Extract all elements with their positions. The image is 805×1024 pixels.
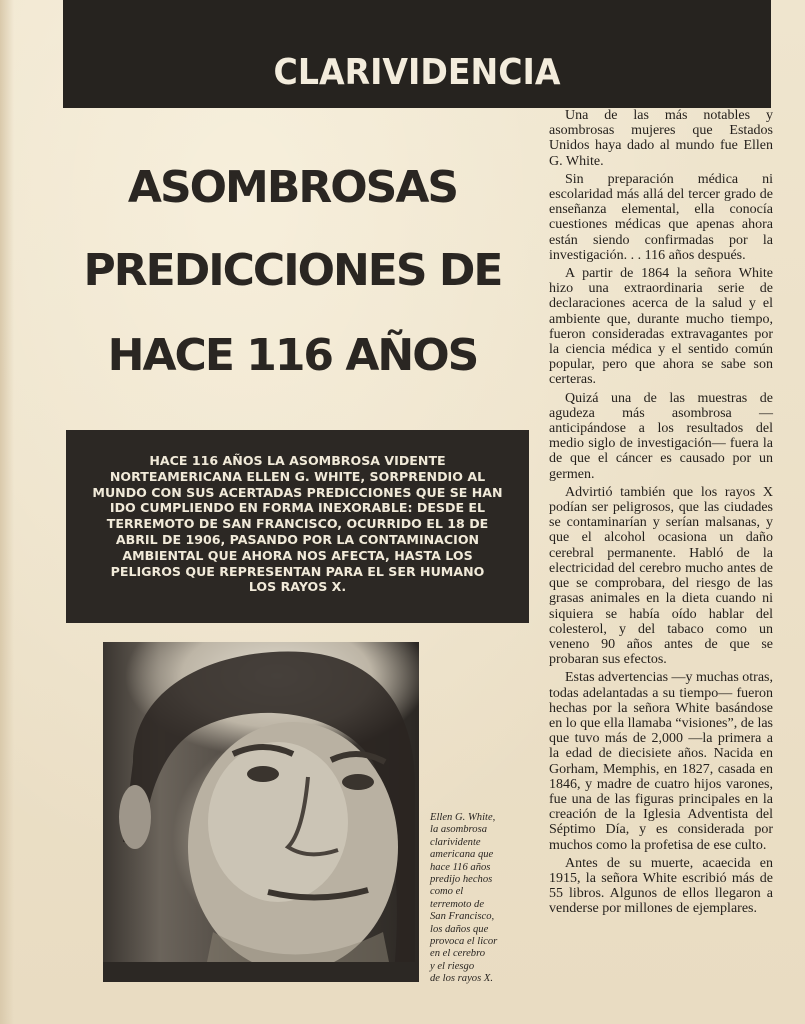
article-paragraph: Advirtió también que los rayos X podían ser peligrosos, que las ciudades se contaminarían y serían malsanas, y que el alcohol ocasiona un daño cerebral permanente. Habló de la electricidad del cerebro mucho antes de que se comprobara, del riesgo de las grasas animales en la dieta cuando ni siquiera se había oído hablar del colesterol, y del tabaco como un veneno 90 años antes de que se probaran sus efectos. — [549, 484, 773, 668]
article-paragraph: Estas advertencias —y muchas otras, todas adelantadas a su tiempo— fueron hechas por la señora White basándose en lo que ella llamaba “visiones”, de las que tuvo más de 2,000 —la primera a la edad de diecisiete años. Nacida en Gorham, Memphis, en 1827, casada en 1846, y madre de cuatro hijos varones, fue una de las figuras principales en la creación de la Iglesia Adventista del Séptimo Día, y es considerada por muchos como la profetisa de ese culto. — [549, 670, 773, 853]
headline-line-1: ASOMBROSAS — [127, 162, 458, 213]
section-header-band — [63, 0, 771, 108]
headline-line-2: PREDICCIONES DE — [83, 245, 502, 296]
article-paragraph: Una de las más notables y asombrosas mujeres que Estados Unidos haya dado al mundo fue Ellen G. White. — [549, 108, 773, 169]
section-title: CLARIVIDENCIA — [273, 52, 561, 93]
article-paragraph: Quizá una de las muestras de agudeza más asombrosa —anticipándose a los resultados del medio siglo de investigación— fuera la de que el cáncer es causado por un germen. — [549, 390, 773, 482]
article-paragraph: Sin preparación médica ni escolaridad más allá del tercer grado de enseñanza elemental, ella conocía cuestiones médicas que apenas ahora están siendo confirmadas por la investigación. . . 116 años después. — [549, 171, 773, 263]
article-body — [549, 108, 773, 920]
article-paragraph: A partir de 1864 la señora White hizo una extraordinaria serie de declaraciones acerca de la salud y el ambiente que, durante mucho tiempo, fueron consideradas extravagantes por la ciencia médica y el sentido común popular, pero que ahora se sabe son certeras. — [549, 266, 773, 388]
deck-summary-box: HACE 116 AÑOS LA ASOMBROSA VIDENTE NORTEAMERICANA ELLEN G. WHITE, SORPRENDIO AL MUNDO CON SUS ACERTADAS PREDICCIONES QUE SE HAN IDO CUMPLIENDO EN FORMA INEXORABLE: DESDE EL TERREMOTO DE SAN FRANCISCO, OCURRIDO EL 18 DE ABRIL DE 1906, PASANDO POR LA CONTAMINACION AMBIENTAL QUE AHORA NOS AFECTA, HASTA LOS PELIGROS QUE REPRESENTAN PARA EL SER HUMANO LOS RAYOS X. — [66, 430, 529, 623]
headline-line-3: HACE 116 AÑOS — [107, 330, 478, 381]
portrait-photo — [103, 642, 419, 982]
portrait-illustration — [103, 642, 419, 982]
article-paragraph: Antes de su muerte, acaecida en 1915, la señora White escribió más de 55 libros. Algunos de ellos llegaron a venderse por millones de ejemplares. — [549, 855, 773, 917]
photo-caption: Ellen G. White, la asombrosa clarividente americana que hace 116 años predijo hechos como el terremoto de San Francisco, los daños que provoca el licor en el cerebro y el riesgo de los rayos X. — [430, 812, 498, 985]
page-edge-shadow — [0, 0, 14, 1024]
